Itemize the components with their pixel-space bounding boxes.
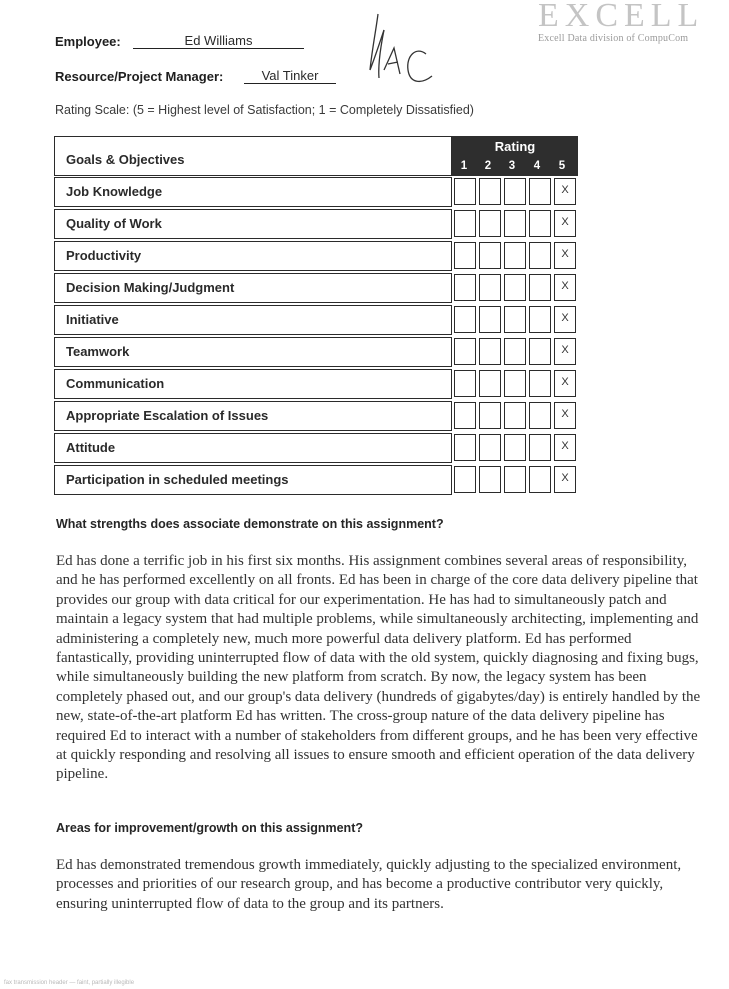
rating-box-1 <box>454 466 476 493</box>
criterion-label: Productivity <box>66 248 142 263</box>
improvement-question: Areas for improvement/growth on this assignment? <box>56 821 363 835</box>
ratings-table <box>54 136 578 497</box>
handwritten-signature <box>360 12 440 88</box>
rating-box-5: X <box>554 338 576 365</box>
criterion-label: Teamwork <box>66 344 130 359</box>
rating-box-5: X <box>554 274 576 301</box>
rating-box-4 <box>529 434 551 461</box>
scale-2: 2 <box>484 160 492 172</box>
rating-box-3 <box>504 274 526 301</box>
rating-box-2 <box>479 402 501 429</box>
rating-box-2 <box>479 210 501 237</box>
goals-header-cell <box>54 136 452 176</box>
rating-box-3 <box>504 434 526 461</box>
scale-4: 4 <box>533 160 541 172</box>
rating-header: Rating <box>494 139 536 154</box>
employee-name: Ed Williams <box>133 33 304 49</box>
rating-box-1 <box>454 178 476 205</box>
table-row <box>54 465 452 495</box>
scale-3: 3 <box>508 160 516 172</box>
manager-field <box>55 68 319 84</box>
rating-box-5: X <box>554 370 576 397</box>
scale-1: 1 <box>460 160 468 172</box>
rating-box-2 <box>479 370 501 397</box>
rating-box-4 <box>529 178 551 205</box>
rating-box-1 <box>454 210 476 237</box>
rating-box-5: X <box>554 434 576 461</box>
rating-box-4 <box>529 210 551 237</box>
rating-box-4 <box>529 338 551 365</box>
rating-box-1 <box>454 338 476 365</box>
rating-scale-note: Rating Scale: (5 = Highest level of Satisfaction; 1 = Completely Dissatisfied) <box>55 103 474 117</box>
manager-name: Val Tinker <box>244 68 336 84</box>
criterion-label: Decision Making/Judgment <box>66 280 235 295</box>
table-row <box>54 401 452 431</box>
rating-box-4 <box>529 306 551 333</box>
rating-box-1 <box>454 370 476 397</box>
rating-box-1 <box>454 274 476 301</box>
logo-wordmark: EXCELL <box>538 0 705 34</box>
rating-box-3 <box>504 370 526 397</box>
table-row <box>54 337 452 367</box>
rating-box-5: X <box>554 466 576 493</box>
rating-box-3 <box>504 178 526 205</box>
strengths-answer: Ed has done a terrific job in his first six months. His assignment combines several areas of responsibility, and he has performed excellently on all fronts. Ed has been in charge of the core data delivery pipeline that provides our group with data critical for our experimentation. He has had to simultaneously patch and maintain a legacy system that had multiple problems, while simultaneously architecting, implementing and administering a completely new, much more powerful data delivery platform. Ed has performed fantastically, providing uninterrupted flow of data with the old system, quickly diagnosing and fixing bugs, while simultaneously building the new platform from scratch. By now, the legacy system has been completely phased out, and our group's data delivery (hundreds of gigabytes/day) is entirely handled by the new, state-of-the-art platform Ed has written. The cross-group nature of the data delivery pipeline has required Ed to interact with a number of stakeholders from different groups, and he has been very effective at quickly responding and resolving all issues to ensure smooth and efficient operation of the data delivery pipeline. <box>56 553 701 783</box>
table-row <box>54 273 452 303</box>
criterion-label: Attitude <box>66 440 116 455</box>
criterion-label: Communication <box>66 376 165 391</box>
rating-box-2 <box>479 306 501 333</box>
criterion-label: Job Knowledge <box>66 184 163 199</box>
rating-box-1 <box>454 242 476 269</box>
rating-box-5: X <box>554 306 576 333</box>
criterion-label: Initiative <box>66 312 119 327</box>
rating-box-3 <box>504 466 526 493</box>
logo-tagline: Excell Data division of CompuCom <box>538 33 689 44</box>
rating-box-5: X <box>554 242 576 269</box>
company-logo <box>538 0 728 44</box>
improvement-answer: Ed has demonstrated tremendous growth immediately, quickly adjusting to the specialized environment, processes and priorities of our research group, and has become a productive contributor very quickly, ensuring uninterrupted flow of data to the group and its partners. <box>56 857 682 912</box>
rating-box-1 <box>454 434 476 461</box>
rating-box-2 <box>479 178 501 205</box>
fax-footer: fax transmission header — faint, partially illegible <box>4 980 135 986</box>
rating-box-1 <box>454 306 476 333</box>
rating-header-cell <box>452 136 578 176</box>
rating-box-3 <box>504 210 526 237</box>
rating-box-2 <box>479 338 501 365</box>
table-row <box>54 177 452 207</box>
criterion-label: Participation in scheduled meetings <box>66 472 289 487</box>
table-row <box>54 209 452 239</box>
rating-box-3 <box>504 306 526 333</box>
rating-box-3 <box>504 338 526 365</box>
employee-label: Employee: <box>55 34 121 49</box>
rating-box-4 <box>529 466 551 493</box>
table-row <box>54 241 452 271</box>
rating-box-5: X <box>554 402 576 429</box>
rating-box-3 <box>504 242 526 269</box>
table-row <box>54 369 452 399</box>
strengths-question: What strengths does associate demonstrate on this assignment? <box>56 517 444 531</box>
manager-label: Resource/Project Manager: <box>55 69 224 84</box>
rating-box-5: X <box>554 210 576 237</box>
criterion-label: Quality of Work <box>66 216 162 231</box>
criterion-label: Appropriate Escalation of Issues <box>66 408 269 423</box>
rating-box-2 <box>479 434 501 461</box>
rating-box-4 <box>529 242 551 269</box>
employee-field <box>55 33 253 49</box>
scale-5: 5 <box>558 160 566 172</box>
rating-box-5: X <box>554 178 576 205</box>
rating-box-4 <box>529 370 551 397</box>
rating-box-4 <box>529 402 551 429</box>
table-row <box>54 305 452 335</box>
table-row <box>54 433 452 463</box>
goals-header: Goals & Objectives <box>66 152 185 167</box>
rating-box-3 <box>504 402 526 429</box>
rating-box-2 <box>479 242 501 269</box>
rating-box-1 <box>454 402 476 429</box>
rating-box-2 <box>479 274 501 301</box>
rating-box-2 <box>479 466 501 493</box>
rating-box-4 <box>529 274 551 301</box>
